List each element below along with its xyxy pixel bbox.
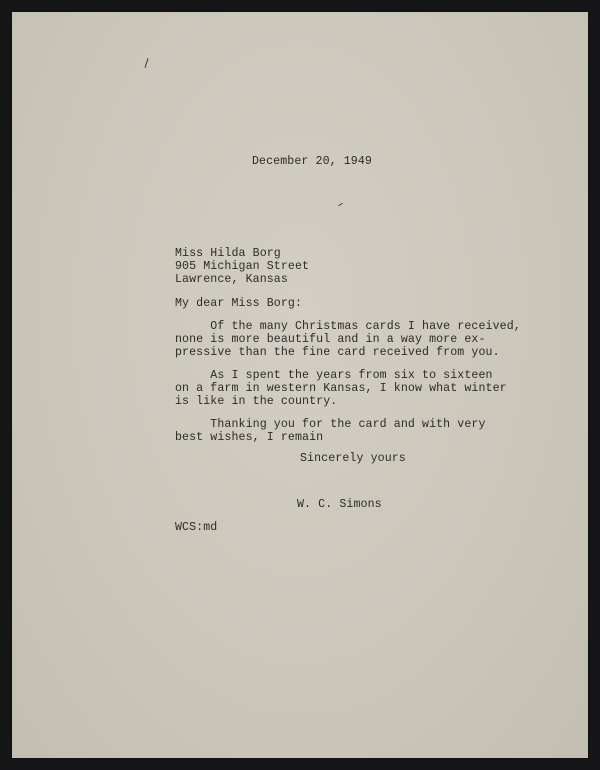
recipient-city: Lawrence, Kansas (175, 273, 288, 286)
signer-name: W. C. Simons (297, 498, 382, 511)
body-line: is like in the country. (175, 395, 338, 408)
closing: Sincerely yours (300, 452, 406, 465)
body-line: on a farm in western Kansas, I know what winter (175, 382, 507, 395)
recipient-name: Miss Hilda Borg (175, 247, 281, 260)
recipient-street: 905 Michigan Street (175, 260, 310, 273)
pencil-mark (338, 203, 343, 206)
salutation: My dear Miss Borg: (175, 297, 303, 310)
body-line: Of the many Christmas cards I have received, (175, 320, 521, 333)
reference-initials: WCS:md (175, 521, 218, 534)
pencil-mark (144, 58, 148, 68)
body-line: Thanking you for the card and with very (175, 418, 486, 431)
body-line: pressive than the fine card received from you. (175, 346, 500, 359)
letter-date: December 20, 1949 (252, 155, 372, 168)
letter-page (12, 12, 588, 758)
body-line: none is more beautiful and in a way more ex- (175, 333, 486, 346)
body-line: best wishes, I remain (175, 431, 324, 444)
body-line: As I spent the years from six to sixteen (175, 369, 493, 382)
